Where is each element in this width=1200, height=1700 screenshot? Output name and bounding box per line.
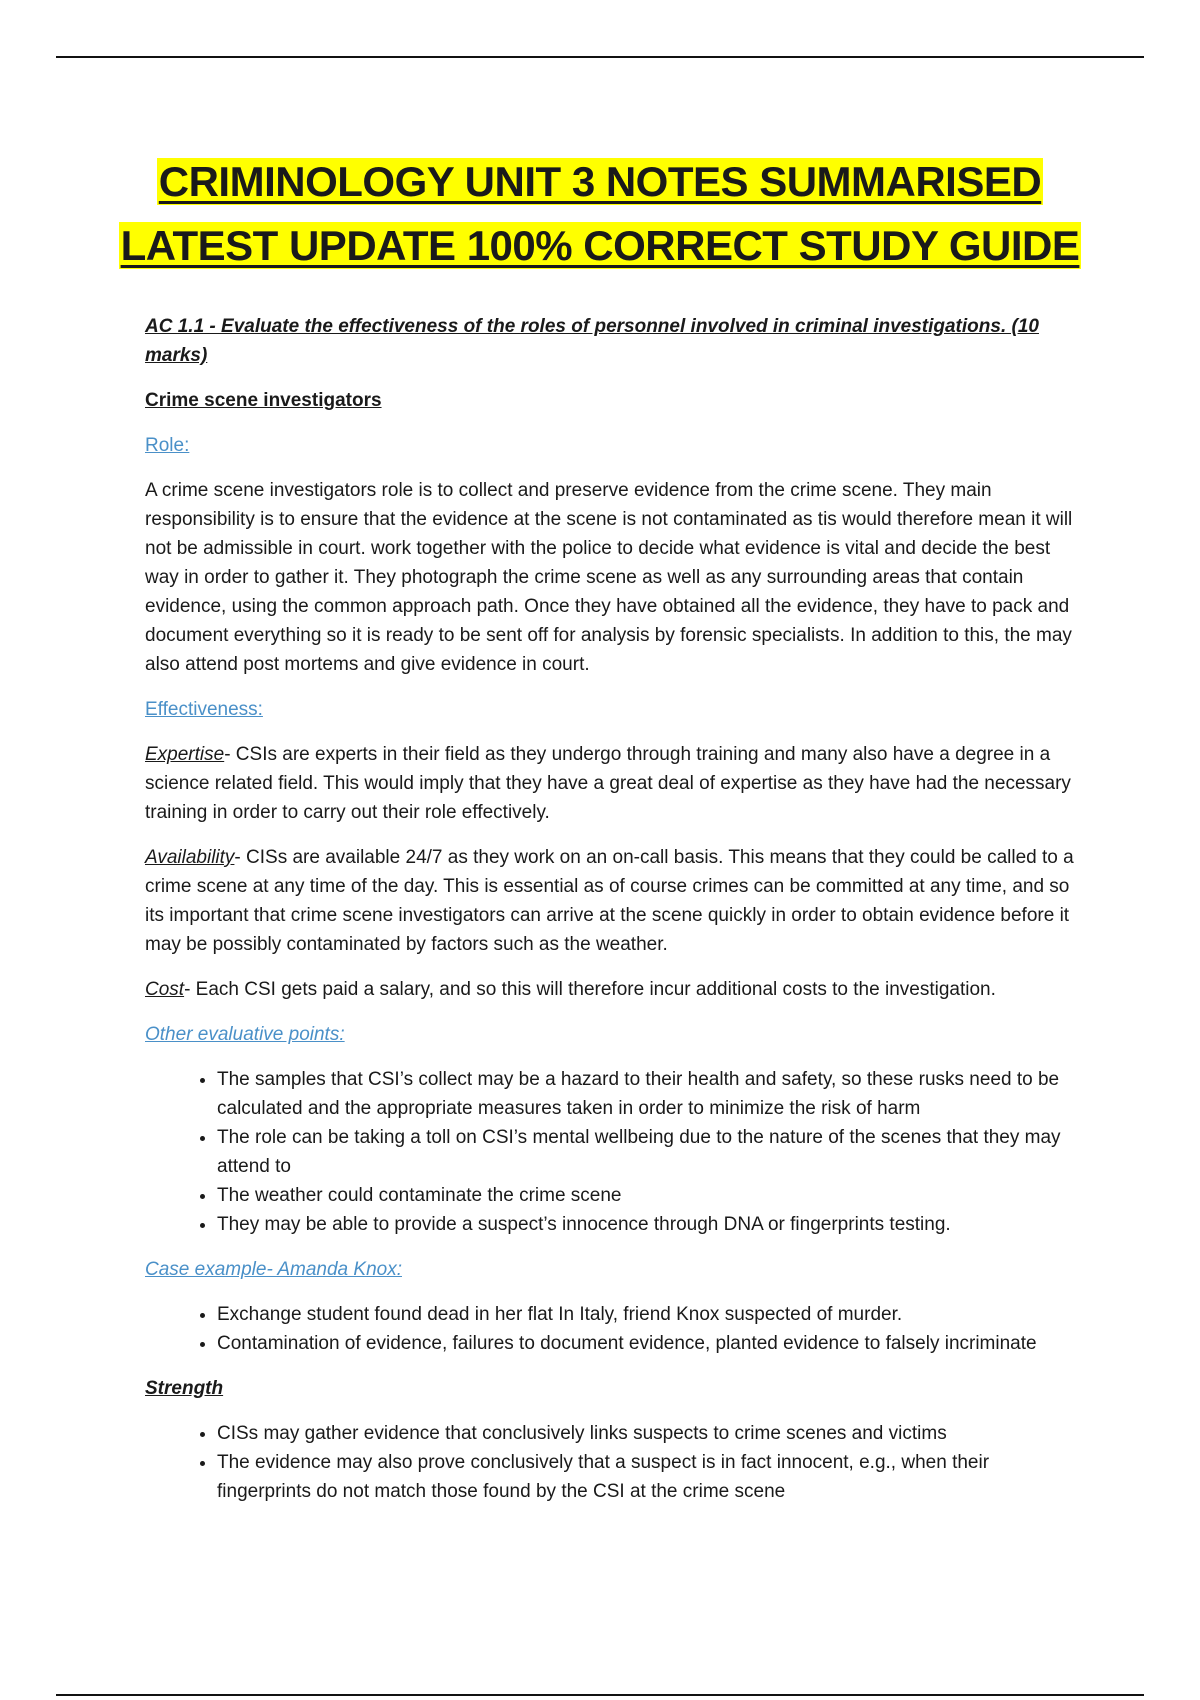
effectiveness-point-availability (145, 843, 1080, 959)
list-item: • The weather could contaminate the crime scene (217, 1181, 1080, 1210)
ac-heading: AC 1.1 - Evaluate the effectiveness of the roles of personnel involved in criminal investigations. (10 marks) (145, 316, 1039, 366)
document-title (0, 150, 1200, 278)
list-item: • The role can be taking a toll on CSI’s mental wellbeing due to the nature of the scenes that they may attend to (217, 1123, 1080, 1181)
list-item: • The evidence may also prove conclusively that a suspect is in fact innocent, e.g., when their fingerprints do not match those found by the CSI at the crime scene (217, 1448, 1080, 1506)
case-example-list (145, 1300, 1080, 1358)
role-paragraph: A crime scene investigators role is to collect and preserve evidence from the crime scene. They main responsibility is to ensure that the evidence at the scene is not contaminated as tis would therefore mean it will not be admissible in court. work together with the police to decide what evidence is vital and decide the best way in order to gather it. They photograph the crime scene as well as any surrounding areas that contain evidence, using the common approach path. Once they have obtained all the evidence, they have to pack and document everything so it is ready to be sent off for analysis by forensic specialists. In addition to this, the may also attend post mortems and give evidence in court. (145, 480, 1073, 675)
section-heading: Crime scene investigators (145, 390, 382, 411)
title-line-1: CRIMINOLOGY UNIT 3 NOTES SUMMARISED (158, 158, 1042, 205)
effectiveness-point-cost (145, 975, 1080, 1004)
term-availability: Availability (145, 847, 235, 868)
strength-list (145, 1419, 1080, 1506)
list-item: • Exchange student found dead in her flat In Italy, friend Knox suspected of murder. (217, 1300, 1080, 1329)
effectiveness-heading: Effectiveness: (145, 699, 263, 720)
case-example-heading: Case example- Amanda Knox: (145, 1259, 402, 1280)
term-cost: Cost (145, 979, 185, 1000)
top-rule (56, 56, 1144, 58)
role-heading: Role: (145, 435, 190, 456)
expertise-text: - CSIs are experts in their field as they undergo through training and many also have a degree in a science related field. This would imply that they have a great deal of expertise as they have had the necessary training in order to carry out their role effectively. (145, 744, 1071, 823)
strength-heading: Strength (145, 1378, 224, 1399)
effectiveness-point-expertise (145, 740, 1080, 827)
list-item: • CISs may gather evidence that conclusively links suspects to crime scenes and victims (217, 1419, 1080, 1448)
bottom-rule (56, 1694, 1144, 1696)
list-item: • Contamination of evidence, failures to document evidence, planted evidence to falsely incriminate (217, 1329, 1080, 1358)
availability-text: - CISs are available 24/7 as they work on an on-call basis. This means that they could be called to a crime scene at any time of the day. This is essential as of course crimes can be committed at any time, and so its important that crime scene investigators can arrive at the scene quickly in order to obtain evidence before it may be possibly contaminated by factors such as the weather. (145, 847, 1074, 955)
title-line-2: LATEST UPDATE 100% CORRECT STUDY GUIDE (120, 222, 1080, 269)
list-item: • They may be able to provide a suspect’s innocence through DNA or fingerprints testing. (217, 1210, 1080, 1239)
cost-text: - Each CSI gets paid a salary, and so this will therefore incur additional costs to the investigation. (184, 979, 996, 1000)
other-points-list (145, 1065, 1080, 1239)
other-points-heading: Other evaluative points: (145, 1024, 345, 1045)
list-item: • The samples that CSI’s collect may be a hazard to their health and safety, so these rusks need to be calculated and the appropriate measures taken in order to minimize the risk of harm (217, 1065, 1080, 1123)
term-expertise: Expertise (145, 744, 225, 765)
document-body (145, 312, 1080, 1522)
